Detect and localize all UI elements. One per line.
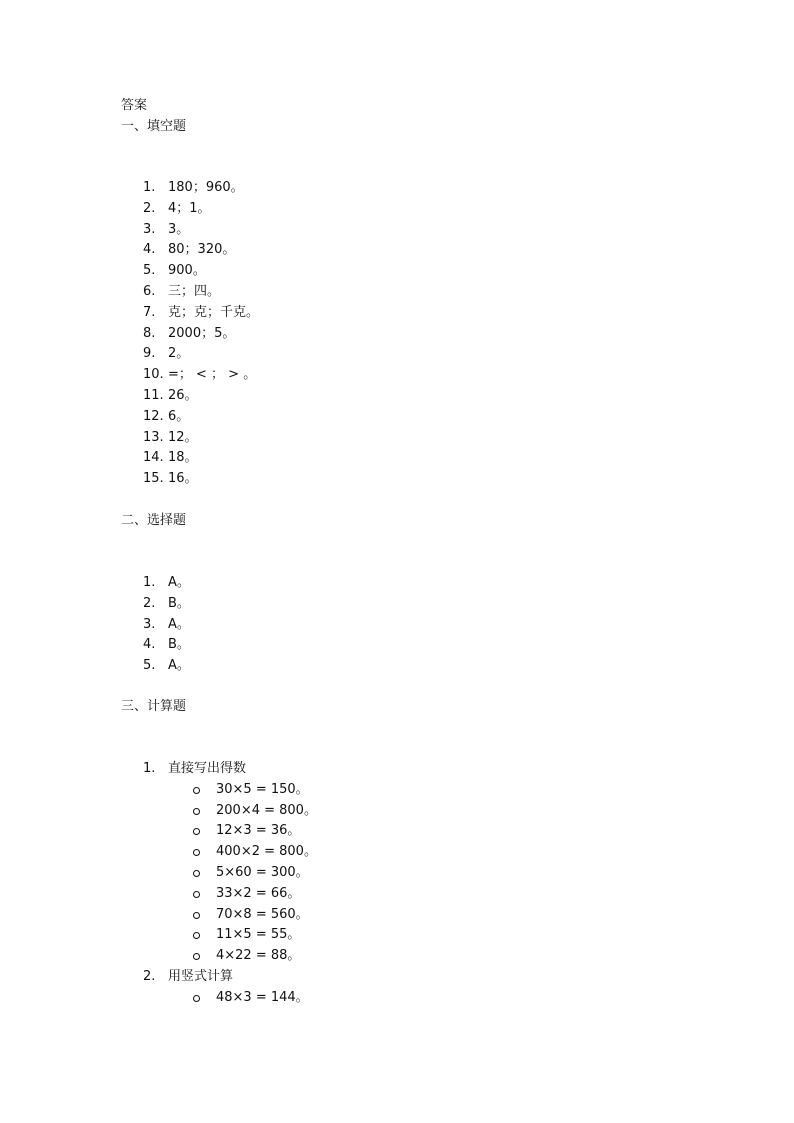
item-number: 2. <box>143 200 156 216</box>
calc-answer: 33×2 = 66。 <box>216 885 301 901</box>
item-number: 8. <box>143 325 156 341</box>
list-item <box>121 407 681 428</box>
item-answer: 三；四。 <box>168 283 221 299</box>
item-answer: B。 <box>168 595 190 611</box>
list-item <box>121 365 681 386</box>
calc-answer: 12×3 = 36。 <box>216 823 301 839</box>
item-answer: A。 <box>168 616 190 632</box>
calc-group-title: 用竖式计算 <box>168 968 234 984</box>
item-number: 9. <box>143 346 156 362</box>
list-item <box>121 573 681 594</box>
section-heading-multiple-choice: 二、选择题 <box>121 513 187 528</box>
item-answer: =； < ； > 。 <box>168 367 257 383</box>
list-item <box>121 635 681 656</box>
item-number: 11. <box>143 387 164 403</box>
calc-answer: 30×5 = 150。 <box>216 781 309 797</box>
calculation-answer-list <box>121 759 681 1009</box>
list-item <box>121 386 681 407</box>
circle-bullet-icon <box>193 828 200 835</box>
item-answer: 4；1。 <box>168 200 211 216</box>
fill-in-answer-list <box>121 178 681 490</box>
calc-answer: 400×2 = 800。 <box>216 844 317 860</box>
item-answer: 900。 <box>168 263 206 279</box>
calc-sub-list <box>121 780 681 967</box>
circle-bullet-icon <box>193 912 200 919</box>
circle-bullet-icon <box>193 891 200 898</box>
list-item <box>121 594 681 615</box>
item-answer: 80；320。 <box>168 242 236 258</box>
item-answer: A。 <box>168 658 190 674</box>
circle-bullet-icon <box>193 953 200 960</box>
item-number: 3. <box>143 616 156 632</box>
list-item <box>121 282 681 303</box>
item-answer: 18。 <box>168 450 198 466</box>
circle-bullet-icon <box>193 995 200 1002</box>
item-answer: B。 <box>168 637 190 653</box>
circle-bullet-icon <box>193 870 200 877</box>
list-item <box>121 261 681 282</box>
item-answer: 26。 <box>168 387 198 403</box>
item-answer: 2。 <box>168 346 190 362</box>
item-answer: 6。 <box>168 408 190 424</box>
item-number: 6. <box>143 283 156 299</box>
item-number: 10. <box>143 367 164 383</box>
list-item <box>121 344 681 365</box>
item-number: 15. <box>143 471 164 487</box>
multiple-choice-answer-list <box>121 573 681 677</box>
item-number: 5. <box>143 658 156 674</box>
list-item <box>121 220 681 241</box>
list-item <box>121 905 681 926</box>
list-item <box>121 448 681 469</box>
item-answer: 克；克；千克。 <box>168 304 260 320</box>
item-number: 14. <box>143 450 164 466</box>
calc-answer: 48×3 = 144。 <box>216 989 309 1005</box>
item-number: 13. <box>143 429 164 445</box>
calc-answer: 5×60 = 300。 <box>216 864 309 880</box>
calc-group-title: 直接写出得数 <box>168 761 247 776</box>
circle-bullet-icon <box>193 849 200 856</box>
item-number: 1. <box>143 180 156 195</box>
list-item <box>121 780 681 801</box>
list-item <box>121 469 681 490</box>
item-number: 5. <box>143 263 156 279</box>
section-heading-calculation: 三、计算题 <box>121 699 187 714</box>
list-item <box>121 615 681 636</box>
item-number: 3. <box>143 221 156 237</box>
list-item <box>121 303 681 324</box>
item-number: 12. <box>143 408 164 424</box>
list-item <box>121 821 681 842</box>
list-item <box>121 842 681 863</box>
calc-answer: 11×5 = 55。 <box>216 927 301 943</box>
circle-bullet-icon <box>193 932 200 939</box>
list-item <box>121 240 681 261</box>
list-item <box>121 178 681 199</box>
document-title: 答案 <box>121 98 148 113</box>
item-number: 4. <box>143 242 156 258</box>
item-number: 2. <box>143 968 156 984</box>
item-answer: 2000；5。 <box>168 325 236 341</box>
calc-group-heading <box>121 759 681 780</box>
item-number: 4. <box>143 637 156 653</box>
list-item <box>121 324 681 345</box>
list-item <box>121 946 681 967</box>
calc-answer: 200×4 = 800。 <box>216 802 317 818</box>
item-answer: 12。 <box>168 429 198 445</box>
calc-group-heading <box>121 967 681 988</box>
list-item <box>121 863 681 884</box>
item-answer: 3。 <box>168 221 190 237</box>
item-answer: 16。 <box>168 471 198 487</box>
list-item <box>121 428 681 449</box>
list-item <box>121 656 681 677</box>
calc-group-vertical <box>121 967 681 1009</box>
calc-group-mental <box>121 759 681 967</box>
list-item <box>121 801 681 822</box>
circle-bullet-icon <box>193 808 200 815</box>
item-answer: A。 <box>168 575 190 590</box>
list-item <box>121 925 681 946</box>
calc-sub-list <box>121 988 681 1009</box>
section-heading-fill-in: 一、填空题 <box>121 119 187 134</box>
list-item <box>121 199 681 220</box>
calc-answer: 4×22 = 88。 <box>216 948 301 964</box>
item-number: 1. <box>143 575 156 590</box>
calc-answer: 70×8 = 560。 <box>216 906 309 922</box>
item-answer: 180；960。 <box>168 180 244 195</box>
item-number: 2. <box>143 595 156 611</box>
list-item <box>121 988 681 1009</box>
item-number: 7. <box>143 304 156 320</box>
list-item <box>121 884 681 905</box>
circle-bullet-icon <box>193 787 200 794</box>
item-number: 1. <box>143 761 156 776</box>
